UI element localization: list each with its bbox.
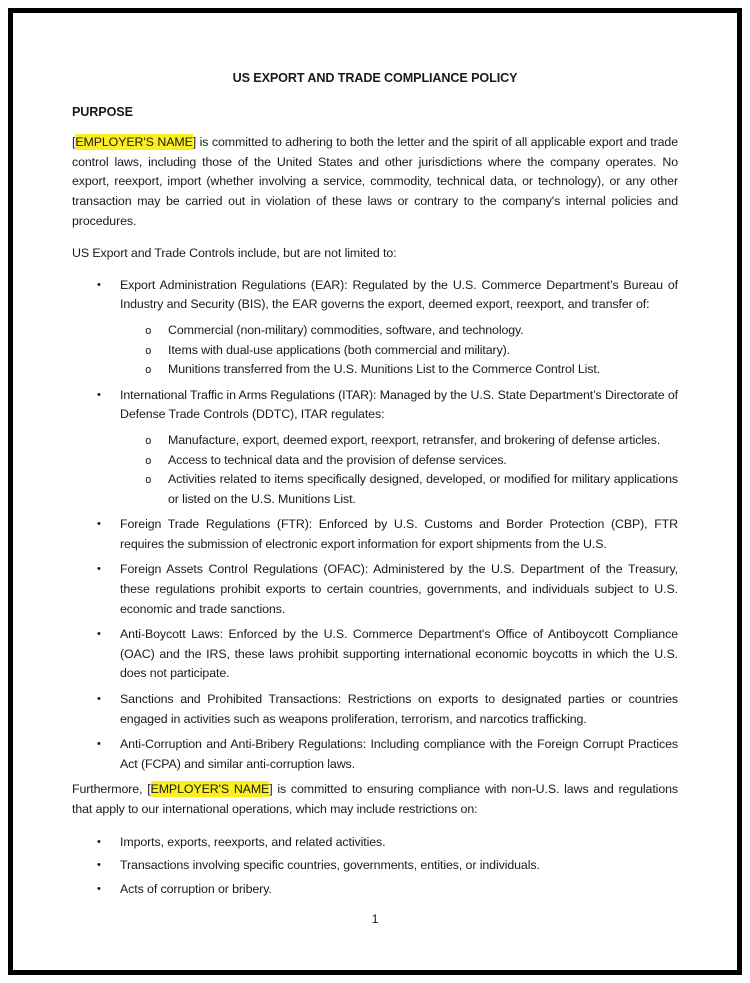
bullet-text: Imports, exports, reexports, and related activities. [120, 834, 386, 849]
furthermore-paragraph [72, 780, 678, 819]
sub-bullet-marker: o [145, 323, 152, 337]
purpose-heading: PURPOSE [72, 104, 133, 119]
page-border [8, 8, 742, 975]
bullet-item [72, 276, 678, 315]
bullet-text: Foreign Trade Regulations (FTR): Enforced by U.S. Customs and Border Protection (CBP), FTR requires the submission of electronic export information for export shipments from the U.S. [120, 517, 678, 551]
sub-bullet-item [72, 360, 678, 380]
employer-name-highlight-2: EMPLOYER'S NAME [150, 782, 270, 797]
bullet-marker: • [97, 882, 101, 895]
bullet-text: Activities related to items specifically designed, developed, or modified for military applications or listed on the U.S. Munitions List. [168, 472, 678, 506]
bullet-text: Manufacture, export, deemed export, reexport, retransfer, and brokering of defense articles. [168, 432, 661, 447]
bullet-text: Acts of corruption or bribery. [120, 881, 272, 896]
sub-bullet-marker: o [145, 453, 152, 467]
sub-bullet-marker: o [145, 343, 152, 357]
bullet-text: Export Administration Regulations (EAR): Regulated by the U.S. Commerce Department’s Bureau of Industry and Security (BIS), the EAR governs the export, deemed export, reexport, and transfer of: [120, 277, 678, 312]
bullet-text: Foreign Assets Control Regulations (OFAC): Administered by the U.S. Department of the Treasury, these regulations prohibit exports to certain countries, governments, and individuals subject to U.S. economic and trade sanctions. [120, 562, 678, 616]
bullet-item [72, 856, 678, 876]
purpose-paragraph [72, 133, 678, 231]
bullet-marker: • [97, 835, 101, 848]
purpose-paragraph-text: ] is committed to adhering to both the letter and the spirit of all applicable export and trade control laws, including those of the United States and other jurisdictions where the company operates. No export, reexport, import (whether involving a service, commodity, technical data, or technology), or any other transaction may be carried out in violation of these laws or contrary to the company's internal policies and procedures. [72, 135, 678, 228]
document-title: US EXPORT AND TRADE COMPLIANCE POLICY [232, 71, 518, 85]
bullet-marker: • [97, 859, 101, 872]
bullet-text: Commercial (non-military) commodities, software, and technology. [168, 322, 524, 337]
controls-bullet-list [72, 276, 678, 775]
international-bullet-list [72, 833, 678, 900]
bracket-open: [ [72, 135, 76, 150]
sub-bullet-marker: o [145, 473, 152, 487]
bullet-marker: • [97, 563, 101, 576]
controls-intro: US Export and Trade Controls include, but are not limited to: [72, 246, 397, 261]
sub-bullet-item [72, 451, 678, 471]
bullet-text: International Traffic in Arms Regulations (ITAR): Managed by the U.S. State Department’s Directorate of Defense Trade Controls (DDTC), ITAR regulates: [120, 387, 678, 422]
bullet-marker: • [97, 738, 101, 751]
bullet-item [72, 560, 678, 619]
sub-bullet-item [72, 431, 678, 451]
page-content [72, 69, 678, 960]
sub-bullet-item [72, 341, 678, 361]
bullet-marker: • [97, 518, 101, 531]
employer-name-highlight: EMPLOYER'S NAME [75, 135, 193, 150]
bullet-text: Anti-Corruption and Anti-Bribery Regulations: Including compliance with the Foreign Corrupt Practices Act (FCPA) and similar anti-corruption laws. [120, 737, 678, 771]
furthermore-prefix: Furthermore, [ [72, 782, 151, 797]
bullet-item [72, 515, 678, 554]
bullet-marker: • [97, 388, 101, 401]
furthermore-paragraph-text: ] is committed to ensuring compliance with non-U.S. laws and regulations that apply to our international operations, which may include restrictions on: [72, 782, 678, 816]
sub-bullet-marker: o [145, 363, 152, 377]
bullet-item [72, 386, 678, 425]
bullet-marker: • [97, 693, 101, 706]
bullet-item [72, 625, 678, 684]
sub-bullet-marker: o [145, 433, 152, 447]
bullet-item [72, 690, 678, 729]
bullet-text: Munitions transferred from the U.S. Munitions List to the Commerce Control List. [168, 362, 601, 377]
sub-bullet-item [72, 470, 678, 509]
bullet-text: Transactions involving specific countries, governments, entities, or individuals. [120, 858, 540, 873]
bullet-text: Items with dual-use applications (both commercial and military). [168, 342, 511, 357]
bullet-item [72, 833, 678, 853]
bullet-marker: • [97, 628, 101, 641]
bullet-text: Anti-Boycott Laws: Enforced by the U.S. Commerce Department's Office of Antiboycott Compliance (OAC) and the IRS, these laws prohibit supporting international economic boycotts in which the U.S. does not participate. [120, 627, 678, 681]
page-number: 1 [371, 912, 379, 927]
bullet-item [72, 735, 678, 774]
sub-bullet-item [72, 321, 678, 341]
bullet-marker: • [97, 278, 101, 291]
bullet-text: Sanctions and Prohibited Transactions: Restrictions on exports to designated parties or countries engaged in activities such as weapons proliferation, terrorism, and narcotics trafficking. [120, 692, 678, 726]
bullet-text: Access to technical data and the provision of defense services. [168, 452, 507, 467]
bullet-item [72, 880, 678, 900]
